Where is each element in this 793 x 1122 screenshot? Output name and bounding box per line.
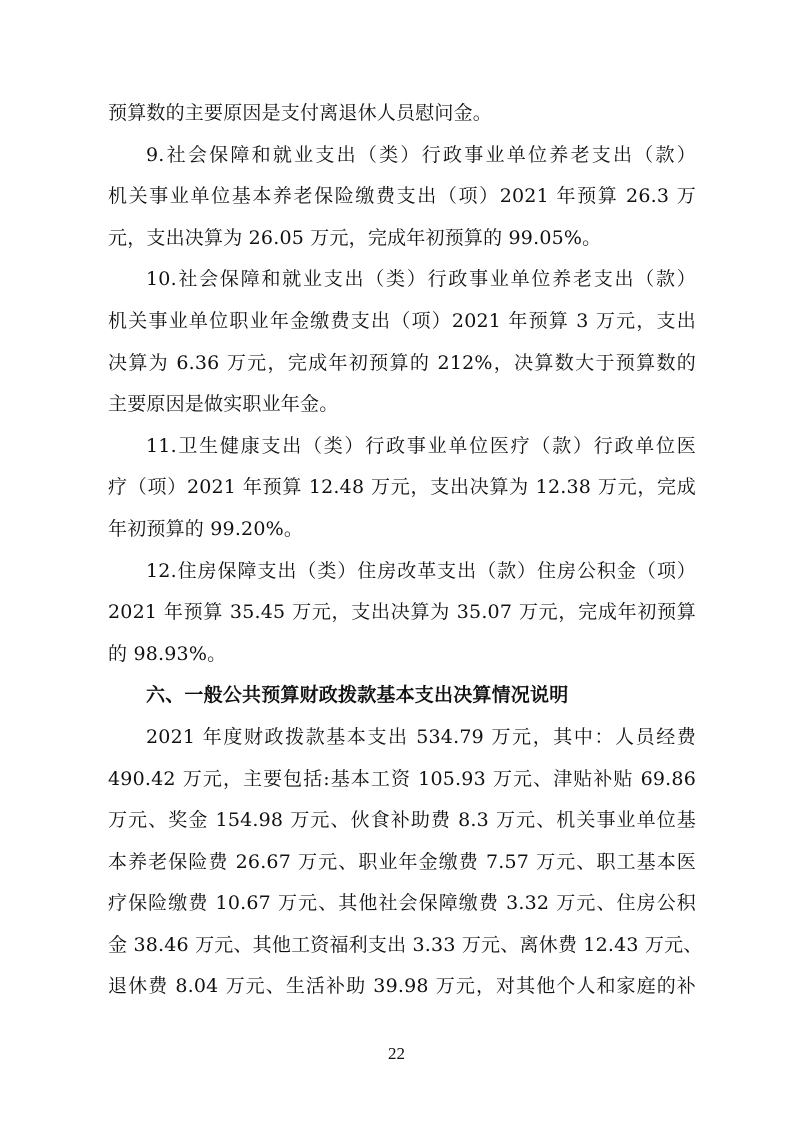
section-heading: 六、一般公共预算财政拨款基本支出决算情况说明 — [146, 684, 569, 707]
paragraph-line: 2021 年度财政拨款基本支出 534.79 万元，其中：人员经费 — [146, 725, 696, 748]
paragraph-line: 490.42 万元，主要包括:基本工资 105.93 万元、津贴补贴 69.86 — [108, 767, 696, 790]
document-body — [108, 100, 703, 1015]
paragraph-line: 机关事业单位职业年金缴费支出（项）2021 年预算 3 万元，支出 — [108, 309, 696, 332]
paragraph-line: 2021 年预算 35.45 万元，支出决算为 35.07 万元，完成年初预算 — [108, 601, 696, 624]
paragraph-line: 主要原因是做实职业年金。 — [108, 393, 339, 416]
paragraph-line: 疗保险缴费 10.67 万元、其他社会保障缴费 3.32 万元、住房公积 — [108, 892, 696, 915]
page-number: 22 — [388, 1044, 405, 1063]
paragraph-line: 本养老保险费 26.67 万元、职业年金缴费 7.57 万元、职工基本医 — [108, 850, 696, 873]
paragraph-line: 10.社会保障和就业支出（类）行政事业单位养老支出（款） — [146, 268, 696, 291]
paragraph-line: 11.卫生健康支出（类）行政事业单位医疗（款）行政单位医 — [146, 434, 696, 457]
paragraph-line: 元，支出决算为 26.05 万元，完成年初预算的 99.05%。 — [108, 226, 602, 249]
paragraph-line: 年初预算的 99.20%。 — [108, 517, 304, 540]
paragraph-line: 9.社会保障和就业支出（类）行政事业单位养老支出（款） — [146, 143, 696, 166]
paragraph-line: 金 38.46 万元、其他工资福利支出 3.33 万元、离休费 12.43 万元、 — [108, 933, 703, 956]
paragraph-line: 12.住房保障支出（类）住房改革支出（款）住房公积金（项） — [146, 559, 696, 582]
paragraph-line: 疗（项）2021 年预算 12.48 万元，支出决算为 12.38 万元，完成 — [108, 476, 696, 499]
paragraph-line: 的 98.93%。 — [108, 642, 227, 665]
paragraph-line: 退休费 8.04 万元、生活补助 39.98 万元，对其他个人和家庭的补 — [108, 975, 696, 998]
paragraph-line: 万元、奖金 154.98 万元、伙食补助费 8.3 万元、机关事业单位基 — [108, 809, 696, 832]
paragraph-line: 机关事业单位基本养老保险缴费支出（项）2021 年预算 26.3 万 — [108, 185, 696, 208]
paragraph-line: 决算为 6.36 万元，完成年初预算的 212%，决算数大于预算数的 — [108, 351, 696, 374]
paragraph-line: 预算数的主要原因是支付离退休人员慰问金。 — [108, 102, 493, 124]
